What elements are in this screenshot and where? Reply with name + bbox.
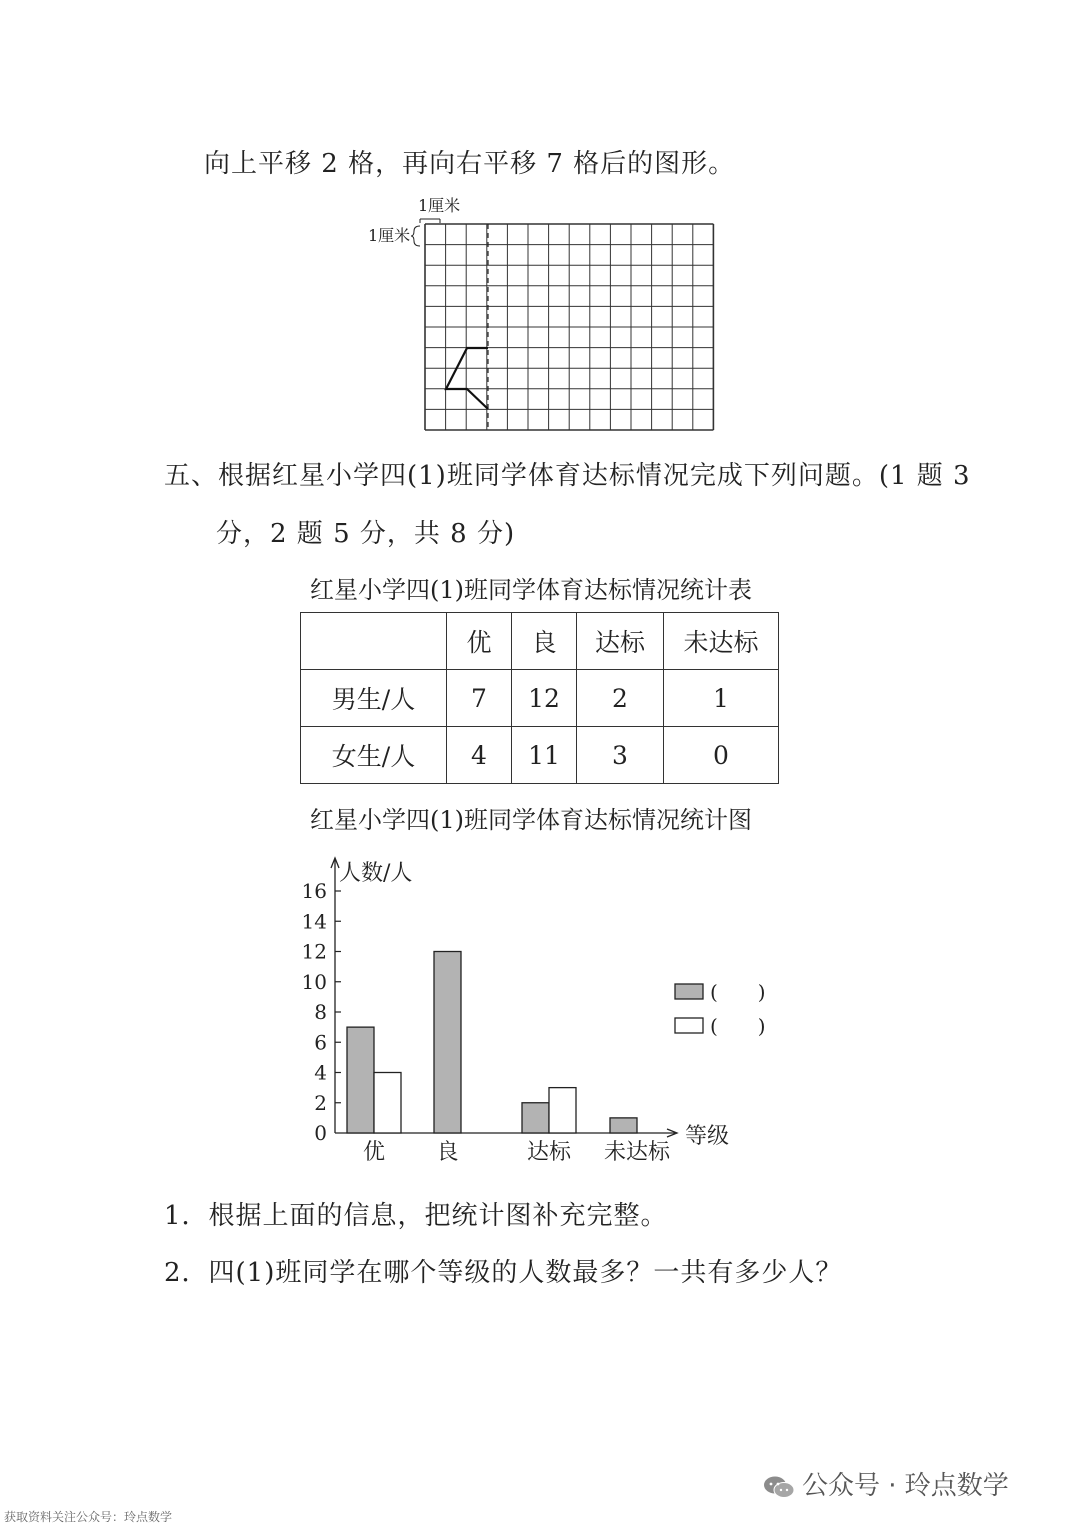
x-tick-label: 优 bbox=[362, 1140, 386, 1165]
x-tick-label: 达标 bbox=[526, 1140, 572, 1165]
grid-figure bbox=[360, 190, 720, 435]
question-1: 1．根据上面的信息，把统计图补充完整。 bbox=[164, 1201, 668, 1231]
y-tick-label: 4 bbox=[314, 1060, 327, 1085]
stat-table bbox=[300, 612, 779, 784]
table-header-cell: 优 bbox=[447, 613, 512, 670]
wechat-logo-icon bbox=[762, 1475, 796, 1499]
left-brace bbox=[411, 226, 420, 246]
table-row bbox=[301, 670, 779, 727]
grid-label-top: 1厘米 bbox=[418, 196, 461, 215]
x-tick-label: 未达标 bbox=[603, 1140, 671, 1165]
grid-label-left: 1厘米 bbox=[368, 226, 411, 245]
section5-heading-cont: 分，2 题 5 分，共 8 分) bbox=[216, 519, 516, 549]
y-tick-label: 12 bbox=[301, 939, 327, 964]
table-cell: 0 bbox=[664, 727, 779, 784]
bar bbox=[347, 1027, 374, 1133]
y-tick-label: 8 bbox=[314, 1000, 327, 1024]
top-bracket bbox=[420, 219, 440, 223]
grid-lines bbox=[425, 224, 713, 430]
legend-label: ( ) bbox=[710, 980, 766, 1004]
y-tick-label: 0 bbox=[314, 1121, 327, 1145]
legend-label: ( ) bbox=[710, 1014, 766, 1038]
table-cell: 11 bbox=[512, 727, 577, 784]
bar bbox=[610, 1118, 637, 1133]
y-tick-label: 16 bbox=[301, 879, 327, 903]
intro-text: 向上平移 2 格，再向右平移 7 格后的图形。 bbox=[204, 149, 736, 179]
half-shape bbox=[446, 348, 488, 409]
watermark-text: 公众号 · 玲点数学 bbox=[802, 1471, 1009, 1501]
footer-watermark: 获取资料关注公众号：玲点数学 bbox=[4, 1510, 173, 1524]
table-row bbox=[301, 727, 779, 784]
table-caption: 红星小学四(1)班同学体育达标情况统计表 bbox=[310, 576, 752, 604]
table-header-cell: 未达标 bbox=[664, 613, 779, 670]
table-header-row bbox=[301, 613, 779, 670]
table-cell: 1 bbox=[664, 670, 779, 727]
y-tick-label: 2 bbox=[314, 1090, 327, 1115]
table-cell: 女生/人 bbox=[301, 727, 447, 784]
y-tick-label: 6 bbox=[314, 1030, 327, 1055]
x-axis-label: 等级 bbox=[685, 1124, 730, 1149]
table-header-cell bbox=[301, 613, 447, 670]
table-cell: 男生/人 bbox=[301, 670, 447, 727]
table-cell: 12 bbox=[512, 670, 577, 727]
bar-chart bbox=[290, 850, 766, 1170]
legend-swatch bbox=[675, 1018, 703, 1033]
table-cell: 2 bbox=[577, 670, 664, 727]
y-tick-label: 10 bbox=[301, 969, 327, 994]
chart-caption: 红星小学四(1)班同学体育达标情况统计图 bbox=[310, 806, 752, 834]
table-cell: 7 bbox=[447, 670, 512, 727]
y-axis-label: 人数/人 bbox=[339, 861, 413, 886]
bar bbox=[374, 1073, 401, 1134]
watermark bbox=[762, 1465, 1009, 1502]
x-tick-label: 良 bbox=[436, 1140, 459, 1165]
section5-heading: 五、根据红星小学四(1)班同学体育达标情况完成下列问题。(1 题 3 bbox=[164, 461, 971, 491]
bar bbox=[522, 1103, 549, 1133]
y-tick-label: 14 bbox=[301, 909, 327, 934]
bar bbox=[549, 1088, 576, 1133]
table-header-cell: 达标 bbox=[577, 613, 664, 670]
table-header-cell: 良 bbox=[512, 613, 577, 670]
bar bbox=[434, 952, 461, 1134]
question-2: 2．四(1)班同学在哪个等级的人数最多？一共有多少人？ bbox=[164, 1258, 843, 1288]
table-cell: 3 bbox=[577, 727, 664, 784]
legend-swatch bbox=[675, 984, 703, 999]
table-cell: 4 bbox=[447, 727, 512, 784]
